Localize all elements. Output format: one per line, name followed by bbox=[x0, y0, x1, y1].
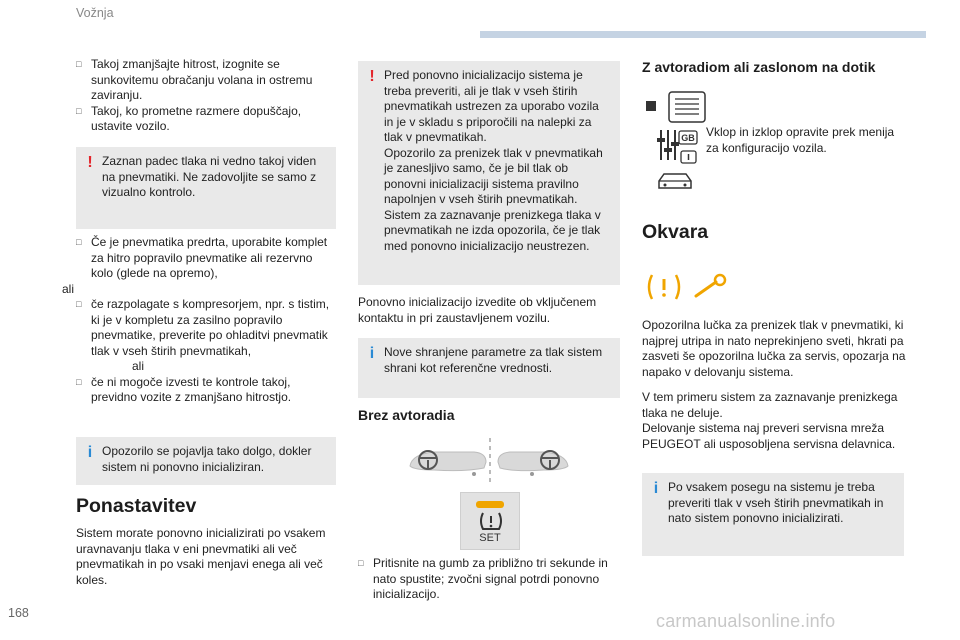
radio-heading: Z avtoradiom ali zaslonom na dotik bbox=[642, 59, 876, 75]
bullet-icon: □ bbox=[76, 299, 82, 309]
bullet-icon: □ bbox=[76, 105, 82, 116]
warning-text-p1: Pred ponovno inicializacijo sistema je treba preveriti, ali je tlak v vseh štirih pnevmatikah ustrezen za uporabo vozila in je v skladu s priporočili na nalepki za tlak v pnevmatikah. bbox=[384, 68, 599, 144]
fault-text-2-p1: V tem primeru sistem za zaznavanje prenizkega tlaka ne deluje. bbox=[642, 390, 898, 420]
menu-text: Vklop in izklop opravite prek menija za konfiguracijo vozila. bbox=[706, 125, 895, 155]
or-label: ali bbox=[62, 281, 75, 296]
page-number: 168 bbox=[8, 606, 29, 620]
warning-icon: ! bbox=[369, 68, 375, 85]
info-text: Opozorilo se pojavlja tako dolgo, dokler sistem ni ponovno inicializiran. bbox=[102, 444, 312, 474]
fault-text-2-p2: Delovanje sistema naj preveri servisna mreža PEUGEOT ali usposobljena servisna delavnica. bbox=[642, 421, 896, 451]
watermark: carmanualsonline.info bbox=[656, 611, 836, 631]
press-instructions bbox=[358, 556, 620, 603]
gb-badge bbox=[679, 131, 697, 144]
warning-text-p2: Opozorilo za prenizek tlak v pnevmatikah je zanesljivo samo, če je bil tlak ob ponovni inicializaciji sistema pravilno napolnjen v vseh štirih pnevmatikah. bbox=[384, 145, 603, 206]
reinit-text: Ponovno inicializacijo izvedite ob vključenem kontaktu in pri zaustavljenem vozilu. bbox=[358, 295, 597, 325]
wrench-icon bbox=[696, 275, 725, 296]
list-item: □ če ni mogoče izvesti te kontrole takoj, previdno vozite z zmanjšano hitrostjo. bbox=[76, 374, 292, 404]
header-bar bbox=[480, 31, 926, 38]
fault-text-2 bbox=[642, 390, 906, 452]
info-text: Po vsakem posegu na sistemu je treba preveriti tlak v vseh štirih pnevmatikah in nato sistem ponovno inicializirati. bbox=[668, 480, 884, 525]
info-box bbox=[358, 338, 620, 398]
or-label: ali bbox=[132, 359, 145, 373]
warning-text: Zaznan padec tlaka ni vedno takoj viden na pnevmatiki. Ne zadovoljite se samo z vizualno kontrolo. bbox=[102, 154, 317, 199]
list-item: □ Takoj, ko prometne razmere dopuščajo, ustavite vozilo. bbox=[76, 103, 302, 133]
warning-box bbox=[76, 147, 336, 229]
section-title: Vožnja bbox=[76, 6, 114, 20]
touchscreen-menu-icons bbox=[644, 90, 708, 196]
tire-pressure-warning-icon bbox=[649, 275, 679, 299]
bullet-icon: □ bbox=[76, 376, 82, 387]
reset-text: Sistem morate ponovno inicializirati po vsakem uravnavanju tlaka v eni pnevmatiki ali več pnevmatikah in po vsaki menjavi enega ali več koles. bbox=[76, 526, 326, 587]
bullet-icon: □ bbox=[76, 59, 82, 69]
svg-text:GB: GB bbox=[681, 133, 695, 143]
dashboard-illustration bbox=[404, 436, 574, 484]
warning-icon: ! bbox=[87, 154, 93, 171]
reset-heading: Ponastavitev bbox=[76, 495, 197, 517]
warning-lamps bbox=[646, 272, 732, 302]
indicator-light bbox=[476, 501, 504, 508]
list-item: □ Če je pnevmatika predrta, uporabite komplet za hitro popravilo pnevmatike ali rezervno kolo (glede na opremo), bbox=[76, 235, 328, 280]
info-icon: i bbox=[369, 345, 375, 362]
list-item: □ če razpolagate s kompresorjem, npr. s tistim, ki je v kompletu za zasilno popravilo pnevmatike, preverite po ohladitvi pnevmatik tlak v vseh štirih pnevmatikah, bbox=[76, 297, 330, 358]
info-icon: i bbox=[653, 480, 659, 497]
list-item: □ Takoj zmanjšajte hitrost, izognite se sunkovitemu obračanju volana in ostremu zaviranju. bbox=[76, 57, 313, 102]
info-badge-icon bbox=[681, 151, 696, 163]
set-label: SET bbox=[479, 532, 501, 544]
fault-text: Opozorilna lučka za prenizek tlak v pnevmatiki, ki najprej utripa in nato neprekinjeno sveti, hkrati pa zasveti še opozorilna lučka za servis, opozarja na napako v delovanju sistema. bbox=[642, 318, 906, 379]
no-radio-heading: Brez avtoradia bbox=[358, 407, 455, 423]
set-button[interactable] bbox=[460, 492, 520, 550]
dashboard-right-icon bbox=[498, 451, 568, 476]
list-item: □ Pritisnite na gumb za približno tri sekunde in nato spustite; zvočni signal potrdi ponovno inicializacijo. bbox=[358, 556, 608, 601]
flat-tire-instructions bbox=[62, 235, 336, 406]
info-icon: i bbox=[87, 444, 93, 461]
info-box bbox=[642, 473, 904, 556]
bullet-icon: □ bbox=[76, 237, 82, 247]
warning-box bbox=[358, 61, 620, 285]
car-icon bbox=[659, 174, 691, 188]
info-box bbox=[76, 437, 336, 485]
fault-heading: Okvara bbox=[642, 221, 709, 243]
bullet-icon: □ bbox=[358, 558, 364, 568]
warning-text-p3: Sistem za zaznavanje prenizkega tlaka v pnevmatikah ne izda opozorila, če je tlak med ponovno inicializacijo neustrezen. bbox=[384, 207, 601, 253]
touchscreen-icon bbox=[646, 92, 705, 122]
settings-sliders-icon bbox=[657, 130, 679, 160]
dashboard-left-icon bbox=[410, 451, 486, 476]
info-text: Nove shranjene parametre za tlak sistem shrani kot referenčne vrednosti. bbox=[384, 345, 603, 375]
tire-pressure-icon bbox=[479, 511, 503, 531]
bullets-top bbox=[76, 57, 334, 135]
